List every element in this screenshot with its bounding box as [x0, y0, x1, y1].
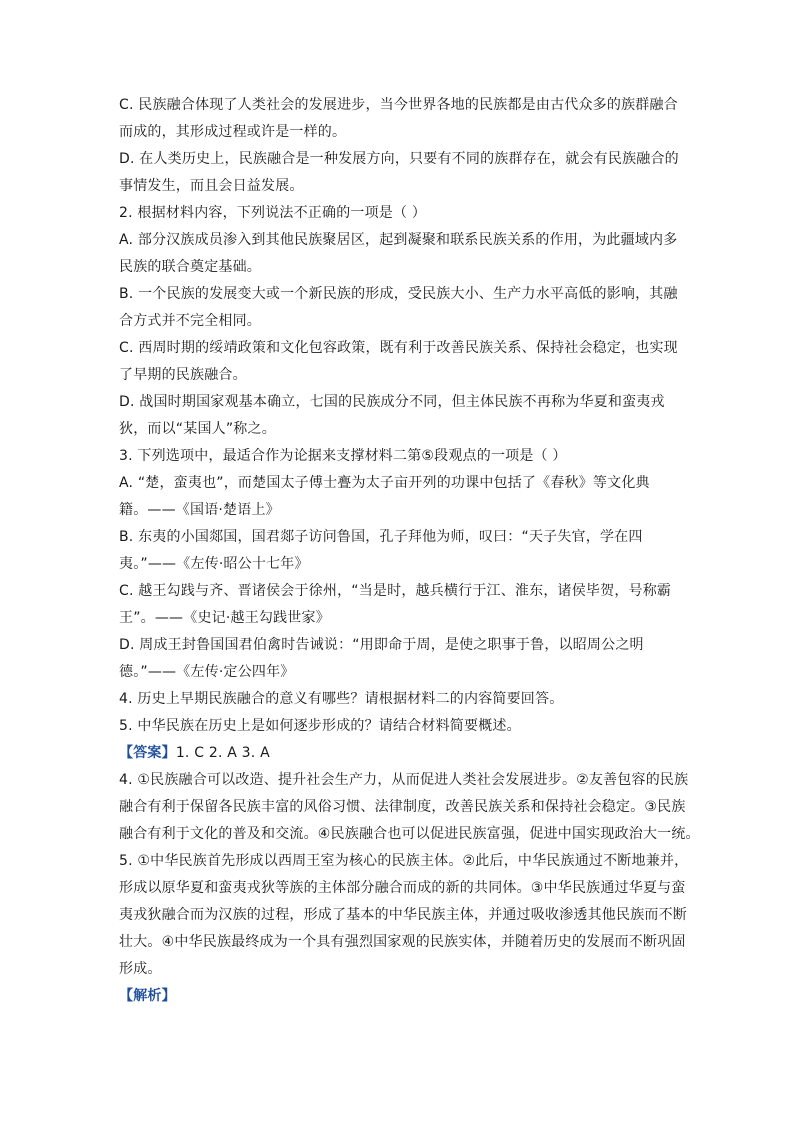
q3-option-c-line-1: C. 越王勾践与齐、晋诸侯会于徐州，“当是时，越兵横行于江、淮东，诸侯毕贺，号称霸: [119, 583, 672, 599]
option-d-line-2: 事情发生，而且会日益发展。: [119, 178, 304, 194]
q3-option-a-line-2: 籍。——《国语·楚语上》: [119, 502, 280, 518]
answer-line: [119, 740, 684, 767]
q2-option-b-line-2: 合方式并不完全相同。: [119, 313, 261, 329]
q3-option-b-line-2: 夷。”——《左传·昭公十七年》: [119, 556, 309, 572]
q2-option-c-line-1: C. 西周时期的绥靖政策和文化包容政策，既有利于改善民族关系、保持社会稳定，也实现: [119, 340, 678, 356]
q2-option-c-line-2: 了早期的民族融合。: [119, 367, 247, 383]
answer-label: 【答案】: [119, 745, 176, 761]
answer-4-line-1: 4. ①民族融合可以改造、提升社会生产力，从而促进人类社会发展进步。②友善包容的民族: [119, 772, 689, 788]
q3-option-a-line-1: A. “楚，蛮夷也”，而楚国太子傅士亹为太子亩开列的功课中包括了《春秋》等文化典: [119, 475, 650, 491]
q2-option-d-line-1: D. 战国时期国家观基本确立，七国的民族成分不同，但主体民族不再称为华夏和蛮夷戎: [119, 394, 665, 410]
answer-5-line-2: 形成以原华夏和蛮夷戎狄等族的主体部分融合而成的新的共同体。③中华民族通过华夏与蛮: [119, 880, 686, 896]
q2-option-d-line-2: 狄，而以“某国人”称之。: [119, 421, 276, 437]
answer-4-line-2: 融合有利于保留各民族丰富的风俗习惯、法律制度，改善民族关系和保持社会稳定。③民族: [119, 799, 686, 815]
q2-option-a-line-1: A. 部分汉族成员渗入到其他民族聚居区，起到凝聚和联系民族关系的作用，为此疆域内多: [119, 232, 678, 248]
answer-choices: 1. C 2. A 3. A: [175, 745, 270, 761]
q3-option-d-line-1: D. 周成王封鲁国国君伯禽时告诫说：“用即命于周，是使之职事于鲁，以昭周公之明: [119, 637, 644, 653]
question-2: 2. 根据材料内容，下列说法不正确的一项是（ ）: [119, 205, 427, 221]
q3-option-d-line-2: 德。”——《左传·定公四年》: [119, 664, 295, 680]
option-d-line-1: D. 在人类历史上，民族融合是一种发展方向，只要有不同的族群存在，就会有民族融合的: [119, 151, 679, 167]
q3-option-b-line-1: B. 东夷的小国郯国，国君郯子访问鲁国，孔子拜他为师，叹曰：“天子失官，学在四: [119, 529, 643, 545]
question-3: 3. 下列选项中，最适合作为论据来支撑材料二第⑤段观点的一项是（ ）: [119, 448, 567, 464]
answer-5-line-3: 夷戎狄融合而为汉族的过程，形成了基本的中华民族主体，并通过吸收渗透其他民族而不断: [119, 907, 687, 923]
answer-5-line-4: 壮大。④中华民族最终成为一个具有强烈国家观的民族实体，并随着历史的发展而不断巩固: [119, 934, 686, 950]
option-c-line-1: C. 民族融合体现了人类社会的发展进步，当今世界各地的民族都是由古代众多的族群融合: [119, 97, 678, 113]
q2-option-a-line-2: 民族的联合奠定基础。: [119, 259, 261, 275]
analysis-line: [119, 983, 684, 1010]
question-4: 4. 历史上早期民族融合的意义有哪些？请根据材料二的内容简要回答。: [119, 691, 564, 707]
q2-option-b-line-1: B. 一个民族的发展变大或一个新民族的形成，受民族大小、生产力水平高低的影响，其融: [119, 286, 678, 302]
q3-option-c-line-2: 王”。——《史记·越王勾践世家》: [119, 610, 330, 626]
question-5: 5. 中华民族在历史上是如何逐步形成的？请结合材料简要概述。: [119, 718, 521, 734]
analysis-label: 【解析】: [119, 988, 176, 1004]
document-body: [119, 92, 700, 1010]
option-c-line-2: 而成的，其形成过程或许是一样的。: [119, 124, 347, 140]
answer-5-line-1: 5. ①中华民族首先形成以西周王室为核心的民族主体。②此后，中华民族通过不断地兼并，: [119, 853, 689, 869]
answer-4-line-3: 融合有利于文化的普及和交流。④民族融合也可以促进民族富强，促进中国实现政治大一统。: [119, 826, 700, 842]
answer-5-line-5: 形成。: [119, 961, 162, 977]
